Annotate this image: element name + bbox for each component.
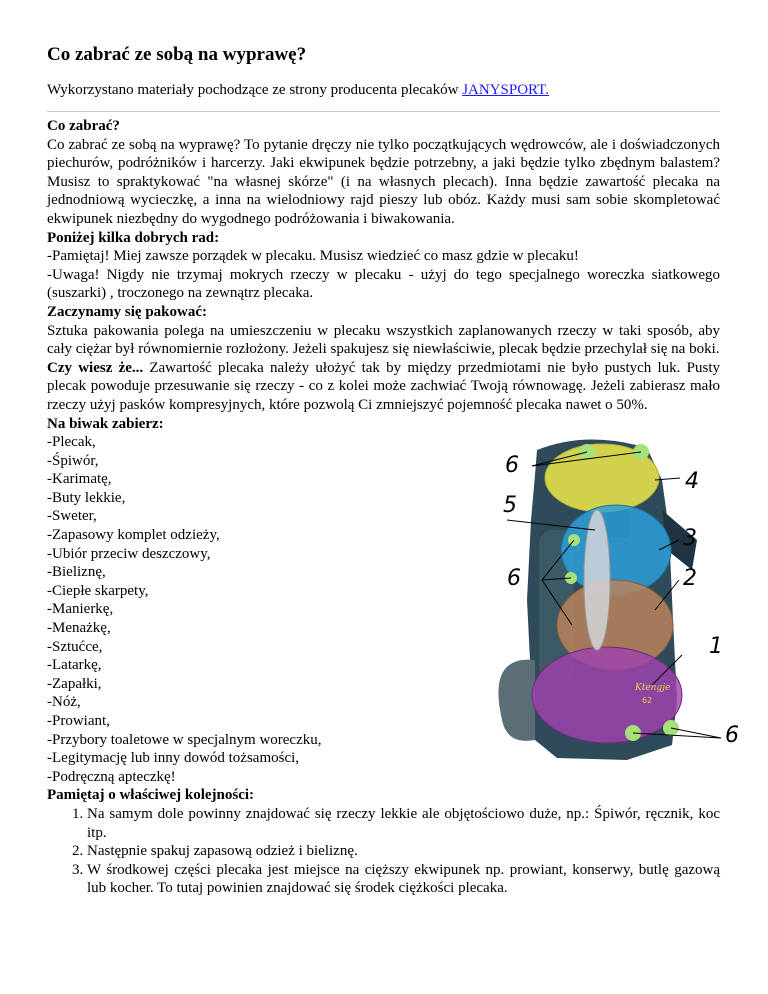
backpack-frame [498, 660, 535, 741]
label-1: 1 [709, 634, 723, 659]
zone-purple [532, 647, 682, 743]
packing-list-item: -Latarkę, [47, 657, 102, 674]
packing-list-item: -Karimatę, [47, 471, 112, 488]
paragraph-intro: Co zabrać ze sobą na wyprawę? To pytanie dręczy nie tylko początkujących wędrowców, ale i doświadczonych piechurów, podróżników i harcerzy. Jaki ekwipunek będzie potrzebny, a jaki będzie tylko zbędnym balastem? Musisz to spraktykować "na własnej skórze" (i na własnych plecach). Inna będzie zawartość plecaka na jednodniową wycieczkę, a inna na wielodniowy rajd pieszy lub obóz. Każdy musi sam sobie skompletować ekwipunek niezbędny do wygodnego podróżowania i biwakowania. [47, 136, 720, 227]
heading-kolejnosc: Pamiętaj o właściwej kolejności: [47, 787, 255, 804]
label-4: 4 [685, 469, 699, 494]
packing-list-item: -Nóż, [47, 694, 81, 711]
packing-list-item: -Sztućce, [47, 638, 103, 655]
packing-list-item: -Prowiant, [47, 713, 110, 729]
tip-mokre-rzeczy: -Uwaga! Nigdy nie trzymaj mokrych rzeczy w plecaku - użyj do tego specjalnego woreczka siatkowego (suszarki) , troczonego na zewnątrz plecaka. [47, 266, 720, 302]
page-title: Co zabrać ze sobą na wyprawę? [47, 44, 307, 65]
strap-point [579, 444, 595, 460]
packing-list-item: -Bieliznę, [47, 564, 106, 581]
source-text: Wykorzystano materiały pochodzące ze strony producenta plecaków [47, 82, 463, 98]
label-2: 2 [683, 566, 697, 591]
heading-pakowanie: Zaczynamy się pakować: [47, 303, 207, 320]
heading-co-zabrac: Co zabrać? [47, 118, 120, 134]
packing-list-item: -Ciepłe skarpety, [47, 582, 149, 599]
zone-grey-side [584, 510, 610, 650]
bag-capacity: 62 [642, 696, 653, 705]
heading-rady: Poniżej kilka dobrych rad: [47, 229, 220, 246]
packing-list-item: -Ubiór przeciw deszczowy, [47, 545, 211, 562]
packing-list-item: -Śpiwór, [47, 452, 99, 469]
label-6-bottom: 6 [725, 723, 739, 748]
packing-list-item: -Plecak, [47, 434, 96, 451]
packing-list-item: -Menażkę, [47, 620, 111, 637]
packing-list-item: -Buty lekkie, [47, 489, 126, 506]
heading-biwak: Na biwak zabierz: [47, 415, 164, 432]
czy-wiesz-lead: Czy wiesz że... [47, 359, 144, 376]
paragraph-czy-wiesz [47, 359, 720, 415]
source-note [47, 82, 549, 99]
label-6-middle: 6 [507, 566, 521, 591]
paragraph-pakowanie: Sztuka pakowania polega na umieszczeniu w plecaku wszystkich zaplanowanych rzeczy w taki sposób, aby cały ciężar był równomiernie rozłożony. Jeżeli spakujesz się niewłaściwie, plecak będzie przechylał się na boki. [47, 322, 720, 358]
tip-porzadek: -Pamiętaj! Miej zawsze porządek w plecaku. Musisz wiedzieć co masz gdzie w plecaku! [47, 248, 579, 265]
packing-list-item: -Podręczną apteczkę! [47, 768, 176, 785]
packing-list-item: -Zapasowy komplet odzieży, [47, 527, 220, 544]
packing-list-item: -Sweter, [47, 508, 97, 525]
packing-list-item: -Zapałki, [47, 675, 102, 692]
czy-wiesz-text: Zawartość plecaka należy ułożyć tak by między przedmiotami nie było pustych luk. Pusty plecak powoduje przesuwanie się rzeczy - co z kolei może zachwiać Twoją równowagę. Jeżeli zabierasz mało rzeczy użyj pasków kompresyjnych, które pozwolą Ci zmniejszyć pojemność plecaka nawet o 50%. [47, 359, 720, 413]
bag-brand: Ktengje [635, 683, 671, 693]
janysport-link[interactable]: JANYSPORT. [462, 82, 549, 98]
packing-order-list [47, 805, 720, 898]
label-3: 3 [683, 526, 697, 551]
packing-list-item: -Manierkę, [47, 601, 114, 618]
packing-list-item: -Przybory toaletowe w specjalnym woreczku, [47, 731, 322, 748]
label-6-top: 6 [505, 453, 519, 478]
backpack-diagram [447, 420, 757, 770]
packing-order-step: 2. Następnie spakuj zapasową odzież i bieliznę. [87, 842, 720, 861]
packing-list-item: -Legitymację lub inny dowód tożsamości, [47, 750, 300, 767]
divider [47, 111, 720, 112]
packing-order-step: 1. Na samym dole powinny znajdować się rzeczy lekkie ale objętościowo duże, np.: Śpiwór, ręcznik, koc itp. [87, 805, 720, 842]
label-5: 5 [503, 493, 517, 518]
packing-order-step: 3. W środkowej części plecaka jest miejsce na cięższy ekwipunek np. prowiant, konserwy, butlę gazową lub kocher. To tutaj powinien znajdować się środek ciężkości plecaka. [87, 861, 720, 898]
